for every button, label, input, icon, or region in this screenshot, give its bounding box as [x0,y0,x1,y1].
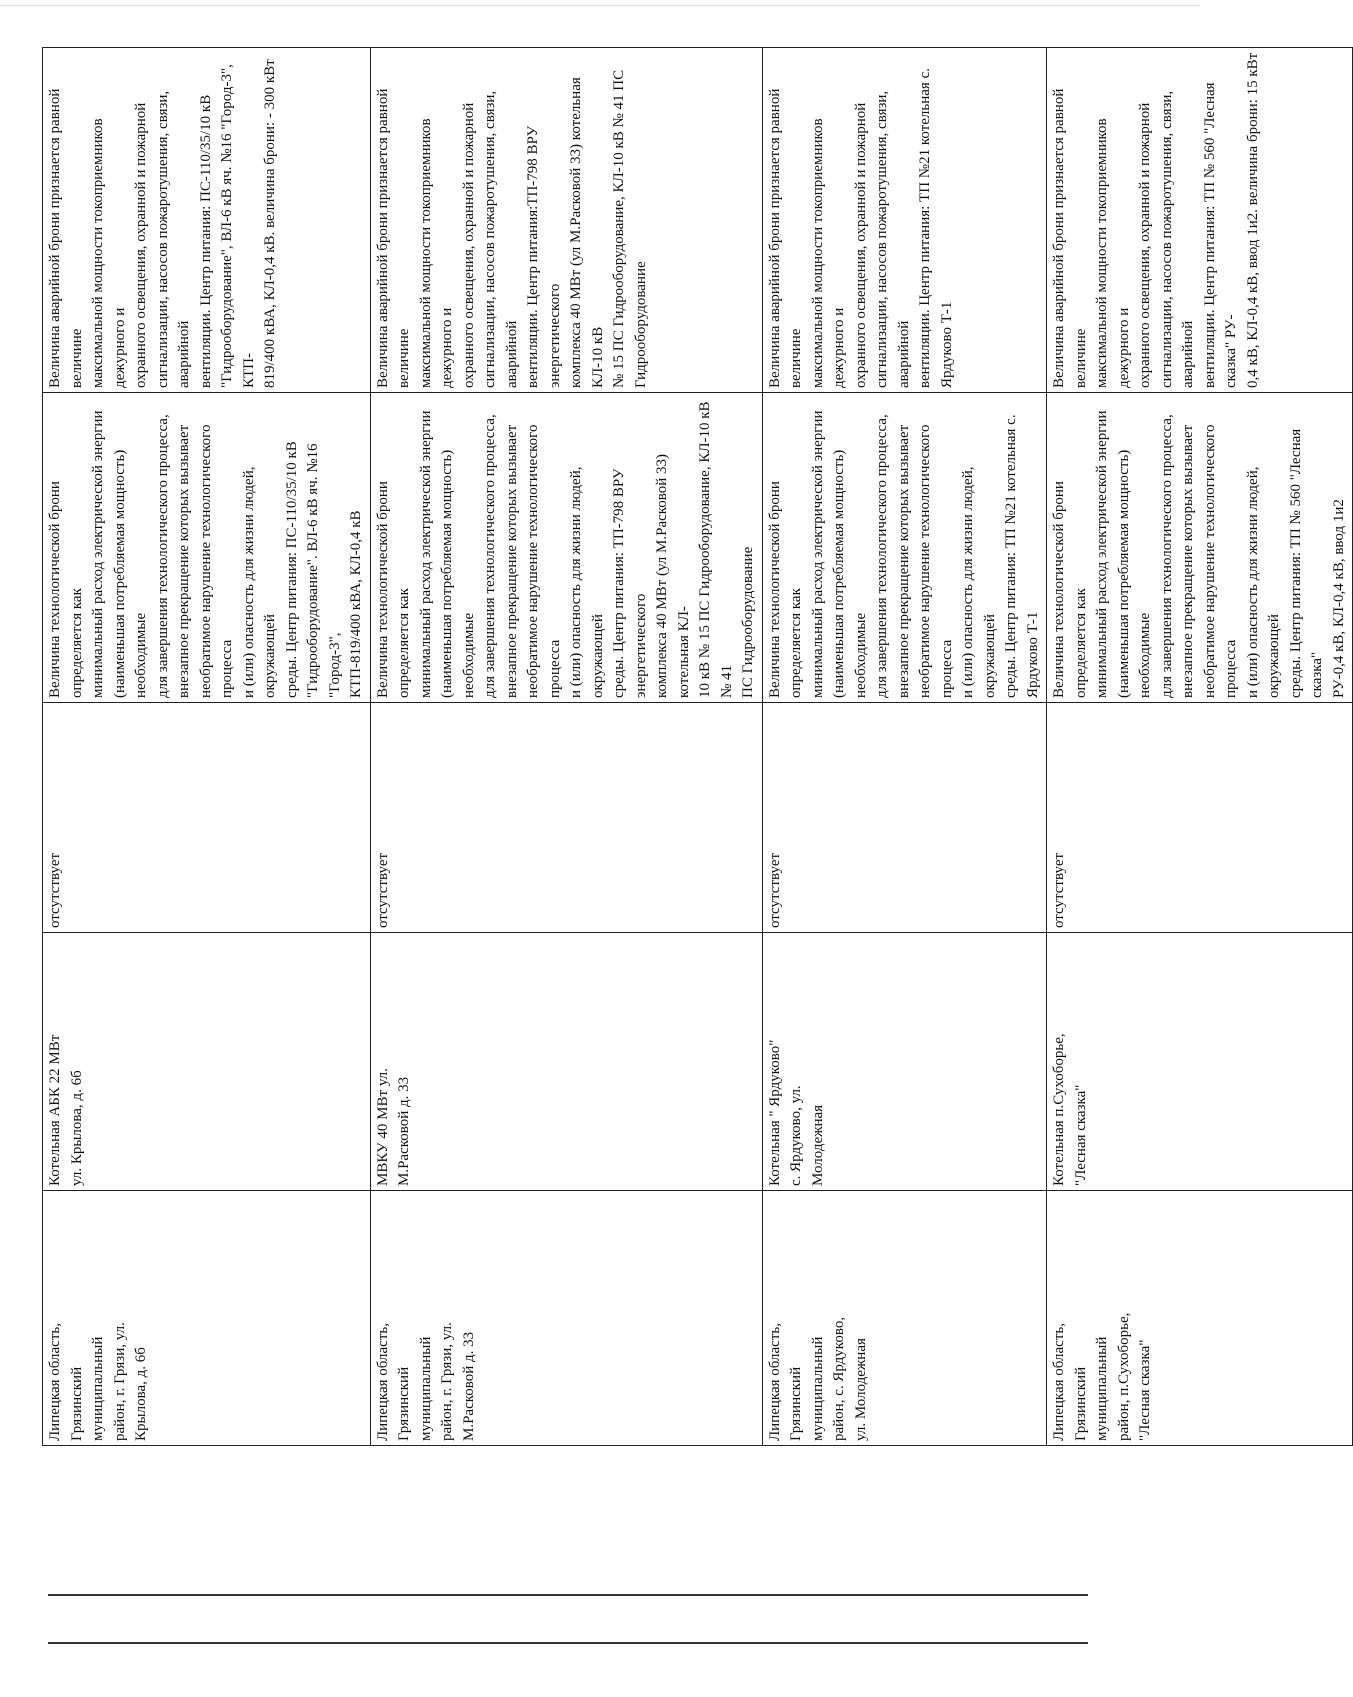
cell-mode: отсутствует [762,703,1047,933]
cell-tech-bron: Величина технологической брони определяется как минимальный расход электрической энергии (наименьшая потребляемая мощность) необходимые для завершения технологического процесса, внезапное прекращение которых вызывает необратимое нарушение технологического процесса и (или) опасность для жизни людей, окружающей среды. Центр питания: ТП № 560 "Лесная сказка" РУ-0,4 кВ, КЛ-0,4 кВ, ввод 1и2 [1047,393,1353,703]
table-row [43,48,371,1446]
cell-location: Липецкая область, Грязинский муниципальный район, п.Сухоборье, "Лесная сказка" [1047,1191,1353,1446]
rotated-table-sheet [42,48,1347,1446]
cell-mode: отсутствует [370,703,762,933]
table-row [762,48,1047,1446]
cell-emergency-bron: Величина аварийной брони признается равной величине максимальной мощности токоприемников дежурного и охранного освещения, охранной и пожарной сигнализации, насосов пожаротушения, связи, аварийной вентиляции. Центр питания: ТП №21 котельная с. Ярдуково Т-1 [762,48,1047,393]
cell-object: МВКУ 40 МВт ул. М.Расковой д. 33 [370,933,762,1191]
cell-location: Липецкая область, Грязинский муниципальный район, с. Ярдуково, ул. Молодежная [762,1191,1047,1446]
cell-tech-bron: Величина технологической брони определяется как минимальный расход электрической энергии (наименьшая потребляемая мощность) необходимые для завершения технологического процесса, внезапное прекращение которых вызывает необратимое нарушение технологического процесса и (или) опасность для жизни людей, окружающей среды. Центр питания: ТП-798 ВРУ энергетического комплекса 40 МВт (ул М.Расковой 33) котельная КЛ- 10 кВ № 15 ПС Гидрооборудование, КЛ-10 кВ № 41 ПС Гидрооборудование [370,393,762,703]
cell-mode: отсутствует [43,703,371,933]
cell-emergency-bron: Величина аварийной брони признается равной величине максимальной мощности токоприемников дежурного и охранного освещения, охранной и пожарной сигнализации, насосов пожаротушения, связи, аварийной вентиляции. Центр питания: ПС-110/35/10 кВ "Гидрооборудование", ВЛ-6 кВ яч. №16 "Город-3", КТП- 819/400 кВА, КЛ-0,4 кВ. величина брони: - 300 кВт [43,48,371,393]
cell-tech-bron: Величина технологической брони определяется как минимальный расход электрической энергии (наименьшая потребляемая мощность) необходимые для завершения технологического процесса, внезапное прекращение которых вызывает необратимое нарушение технологического процесса и (или) опасность для жизни людей, окружающей среды. Центр питания: ТП №21 котельная с. Ярдуково Т-1 [762,393,1047,703]
scan-edge [0,5,1200,6]
cell-mode: отсутствует [1047,703,1353,933]
cell-location: Липецкая область, Грязинский муниципальный район, г. Грязи, ул. Крылова, д. 6б [43,1191,371,1446]
table-row [1047,48,1353,1446]
table-row [370,48,762,1446]
cell-object: Котельная п.Сухоборье, "Лесная сказка" [1047,933,1353,1191]
cell-object: Котельная " Ярдуково" с. Ярдуково, ул. Молодежная [762,933,1047,1191]
cell-emergency-bron: Величина аварийной брони признается равной величине максимальной мощности токоприемников дежурного и охранного освещения, охранной и пожарной сигнализации, насосов пожаротушения, связи, аварийной вентиляции. Центр питания:ТП-798 ВРУ энергетического комплекса 40 МВт (ул М.Расковой 33) котельная КЛ-10 кВ № 15 ПС Гидрооборудование, КЛ-10 кВ № 41 ПС Гидрооборудование [370,48,762,393]
power-reserve-table [42,47,1353,1446]
footer-rule-bottom [48,1642,1088,1644]
cell-location: Липецкая область, Грязинский муниципальный район, г. Грязи, ул. М.Расковой д. 33 [370,1191,762,1446]
cell-tech-bron: Величина технологической брони определяется как минимальный расход электрической энергии (наименьшая потребляемая мощность) необходимые для завершения технологического процесса, внезапное прекращение которых вызывает необратимое нарушение технологического процесса и (или) опасность для жизни людей, окружающей среды. Центр питания: ПС-110/35/10 кВ "Гидрооборудование". ВЛ-6 кВ яч. №16 "Город-3", КТП-819/400 кВА, КЛ-0,4 кВ [43,393,371,703]
cell-object: Котельная АБК 22 МВт ул. Крылова, д. 6б [43,933,371,1191]
footer-rule-top [48,1594,1088,1596]
cell-emergency-bron: Величина аварийной брони признается равной величине максимальной мощности токоприемников дежурного и охранного освещения, охранной и пожарной сигнализации, насосов пожаротушения, связи, аварийной вентиляции. Центр питания: ТП № 560 "Лесная сказка" РУ- 0,4 кВ, КЛ-0,4 кВ, ввод 1и2. величина брони: 15 кВт [1047,48,1353,393]
